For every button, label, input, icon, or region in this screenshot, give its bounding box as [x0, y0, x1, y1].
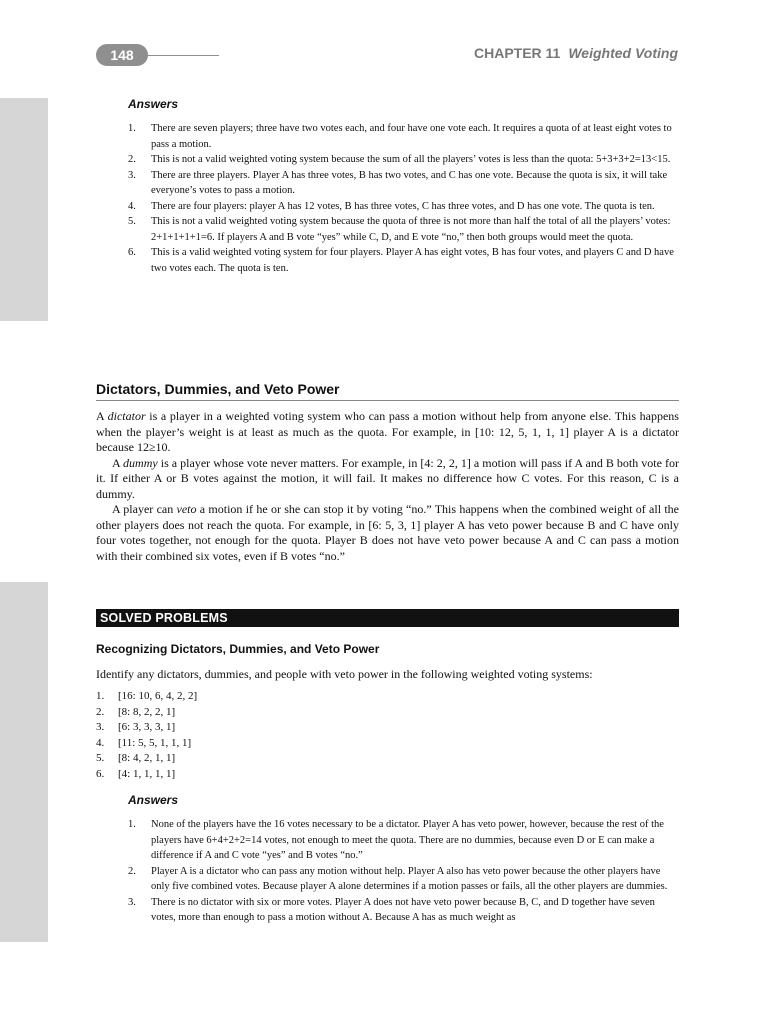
list-item: 2. Player A is a dictator who can pass any motion without help. Player A also has veto power because the other players have only five combined votes. Because player A alone determines if a motion passes or fails, all the other players are dummies.: [128, 865, 668, 892]
list-item: 5. [8: 4, 2, 1, 1]: [96, 752, 176, 764]
list-item: 6. [4: 1, 1, 1, 1]: [96, 767, 176, 780]
answers-heading-bottom: Answers: [128, 793, 179, 807]
list-item: 3. There is no dictator with six or more votes. Player A does not have veto power because B, C, and D together have seven votes, more than enough to pass a motion without A. Because A has as much weight as: [128, 896, 655, 923]
list-item: 4. There are four players: player A has 12 votes, B has three votes, C has three votes, and D has one vote. The quota is ten.: [128, 200, 655, 212]
problems-list: [96, 689, 197, 782]
list-item: 1. There are seven players; three have two votes each, and four have one vote each. It requires a quota of at least eight votes to pass a motion.: [128, 123, 672, 150]
list-item: 2. [8: 8, 2, 2, 1]: [96, 705, 176, 718]
list-item: 4. [11: 5, 5, 1, 1, 1]: [96, 736, 192, 749]
chapter-title: Weighted Voting: [568, 45, 678, 61]
list-item: 6. This is a valid weighted voting system for four players. Player A has eight votes, B has four votes, and players C and D have two votes each. The quota is ten.: [128, 247, 674, 274]
header-rule: [147, 55, 219, 56]
answers-list-bottom: [112, 817, 680, 926]
paragraph-dummy: A dummy is a player whose vote never matters. For example, in [4: 2, 2, 1] a motion will pass if A and B both vote for it. If either A or B votes against the motion, it will fail. It makes no difference how C votes. For this reason, C is a dummy.: [96, 455, 679, 501]
problem-subheading: Recognizing Dictators, Dummies, and Veto Power: [96, 642, 380, 656]
page-number: 148: [96, 44, 148, 66]
answers-list-top: [112, 121, 680, 276]
sidebar-tab-bottom: [0, 582, 48, 942]
solved-problems-banner: SOLVED PROBLEMS: [96, 609, 679, 627]
list-item: 3. There are three players. Player A has three votes, B has two votes, and C has one vote. Because the quota is six, it will take everyone’s votes to pass a motion.: [128, 169, 668, 196]
list-item: 2. This is not a valid weighted voting system because the sum of all the players’ votes is less than the quota: 5+3+3+2=13<15.: [128, 154, 671, 165]
paragraph-dictator: A dictator is a player in a weighted voting system who can pass a motion without help from anyone else. This happens when the player’s weight is at least as much as the quota. For example, in [10: 12, 5, 1, 1, 1] player A is a dictator because 12≥10.: [96, 409, 679, 454]
list-item: 1. [16: 10, 6, 4, 2, 2]: [96, 690, 198, 702]
list-item: 1. None of the players have the 16 votes necessary to be a dictator. Player A has veto power, however, because the rest of the players have 6+4+2+2=14 votes, not enough to meet the quota. There are no dummies, because even D or E can make a difference if A and C vote “yes” and B votes “no.”: [128, 819, 664, 861]
section-heading: Dictators, Dummies, and Veto Power: [96, 381, 679, 401]
answers-heading-top: Answers: [128, 97, 179, 111]
running-head: [474, 45, 678, 61]
sidebar-tab-top: [0, 98, 48, 321]
list-item: 3. [6: 3, 3, 3, 1]: [96, 721, 176, 733]
problem-instruction: Identify any dictators, dummies, and people with veto power in the following weighted voting systems:: [96, 667, 593, 681]
section-body: [96, 409, 679, 564]
chapter-label: CHAPTER 11: [473, 45, 561, 61]
paragraph-veto: A player can veto a motion if he or she can stop it by voting “no.” This happens when the combined weight of all the other players does not reach the quota. For example, in [6: 5, 3, 1] player A has veto power because B and C have only four votes together, not enough for the quota. Player B does not have veto power because A and C can pass a motion with their combined six votes, even if B votes “no.”: [96, 502, 679, 563]
list-item: 5. This is not a valid weighted voting system because the quota of three is not more than half the total of all the players’ votes: 2+1+1+1+1=6. If players A and B vote “yes” while C, D, and E vote “no,” then both groups would meet the quota.: [128, 216, 671, 243]
